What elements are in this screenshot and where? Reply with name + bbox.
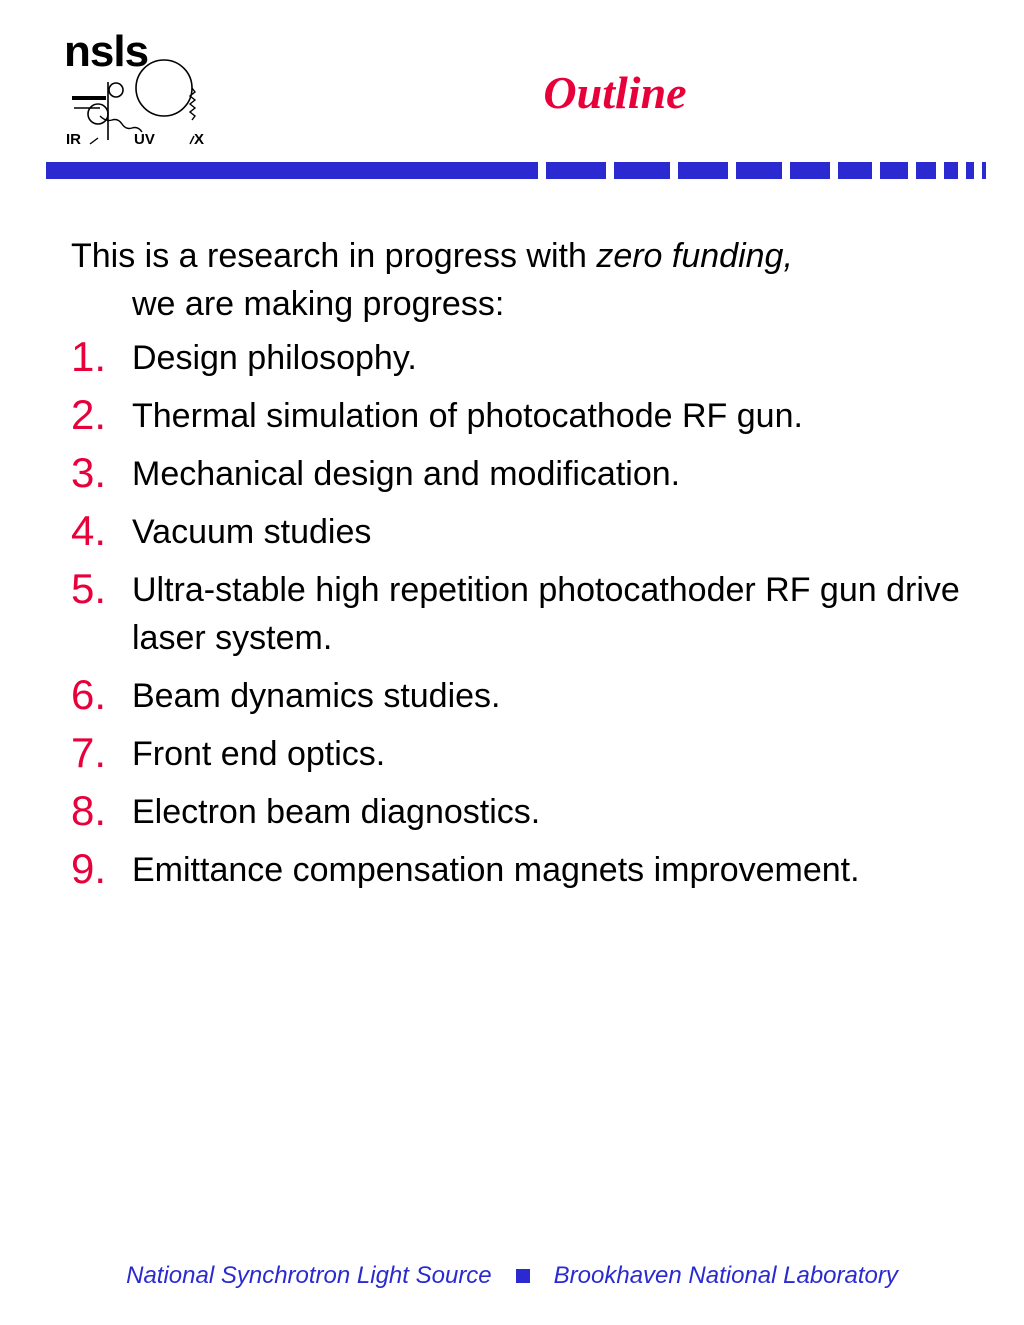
- item-number: 2.: [71, 391, 107, 438]
- item-number: 7.: [71, 729, 107, 776]
- list-item: [71, 508, 971, 556]
- item-text: Electron beam diagnostics.: [132, 793, 541, 831]
- footer: [0, 1262, 1024, 1290]
- list-item: [71, 788, 971, 836]
- item-number: 6.: [71, 671, 107, 718]
- intro-continuation: we are making progress:: [132, 285, 505, 323]
- list-item: [71, 450, 971, 498]
- header-rule: [46, 162, 990, 179]
- logo-band-ir: IR: [66, 131, 81, 148]
- item-number: 8.: [71, 787, 107, 834]
- item-text: Beam dynamics studies.: [132, 677, 501, 715]
- intro-text: This is a research in progress with: [71, 237, 597, 275]
- item-number: 9.: [71, 845, 107, 892]
- logo-wordmark: nsls: [64, 27, 149, 76]
- footer-left-text: National Synchrotron Light Source: [126, 1262, 492, 1289]
- outline-list: [71, 334, 971, 904]
- item-number: 4.: [71, 507, 107, 554]
- item-number: 5.: [71, 565, 107, 612]
- intro-emphasis: zero funding,: [596, 237, 793, 275]
- item-text: Thermal simulation of photocathode RF gun.: [132, 397, 803, 435]
- slide-title: Outline: [543, 67, 687, 118]
- item-number: 1.: [71, 333, 107, 380]
- logo-band-uv: UV: [134, 131, 155, 148]
- list-item: [71, 730, 971, 778]
- list-item: [71, 566, 971, 662]
- item-text: Front end optics.: [132, 735, 386, 773]
- item-text: Mechanical design and modification.: [132, 455, 681, 493]
- footer-right-text: Brookhaven National Laboratory: [553, 1262, 898, 1289]
- item-number: 3.: [71, 449, 107, 496]
- logo-band-x: X: [194, 131, 205, 148]
- item-text: Design philosophy.: [132, 339, 417, 377]
- item-text: Emittance compensation magnets improvement.: [132, 851, 860, 889]
- square-bullet-icon: [516, 1269, 530, 1283]
- list-item: [71, 846, 971, 894]
- nsls-logo: [60, 27, 220, 152]
- list-item: [71, 334, 971, 382]
- list-item: [71, 672, 971, 720]
- item-text: Vacuum studies: [132, 513, 372, 551]
- intro-paragraph: [71, 232, 971, 328]
- item-text: Ultra-stable high repetition photocathoder RF gun drive laser system.: [132, 571, 960, 657]
- list-item: [71, 392, 971, 440]
